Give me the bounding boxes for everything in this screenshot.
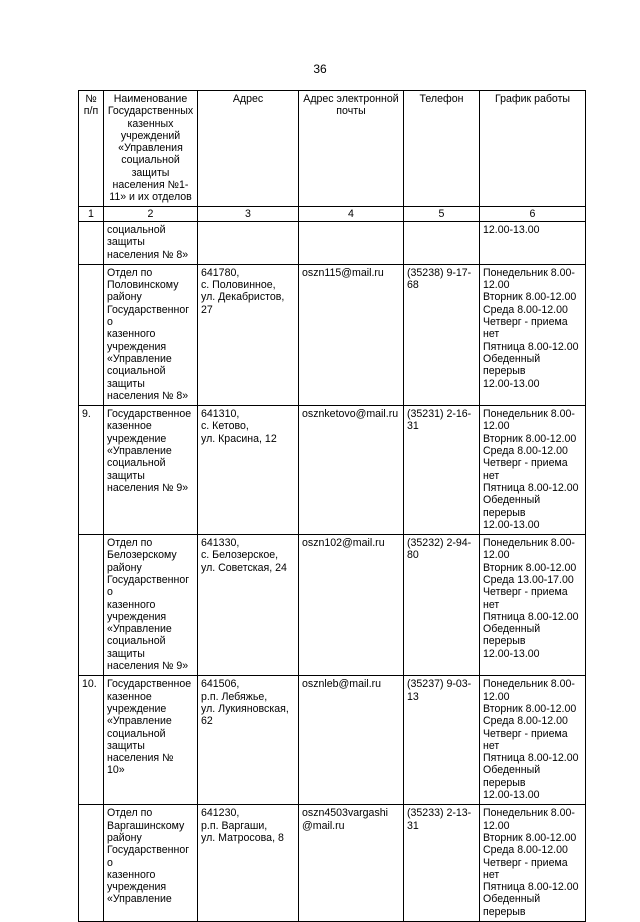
header-address: Адрес xyxy=(198,91,299,207)
phone: (35231) 2-16- 31 xyxy=(404,406,480,535)
header-number: № п/п xyxy=(79,91,104,207)
column-number: 3 xyxy=(198,206,299,221)
email xyxy=(299,221,404,264)
email: oszn115@mail.ru xyxy=(299,264,404,405)
phone: (35237) 9-03- 13 xyxy=(404,676,480,805)
email: oszn4503vargashi @mail.ru xyxy=(299,805,404,922)
address: 641230, р.п. Варгаши, ул. Матросова, 8 xyxy=(198,805,299,922)
address: 641780, с. Половинное, ул. Декабристов, 27 xyxy=(198,264,299,405)
column-number: 6 xyxy=(480,206,586,221)
row-number: 9. xyxy=(79,406,104,535)
institution-name: Отдел по Белозерскому району Государственного казенного учреждения «Управление социальной защиты населения № 9» xyxy=(104,535,198,676)
institutions-table xyxy=(78,90,586,922)
header-phone: Телефон xyxy=(404,91,480,207)
row-number xyxy=(79,221,104,264)
schedule: Понедельник 8.00- 12.00 Вторник 8.00-12.00 Среда 13.00-17.00 Четверг - приема нет Пятница 8.00-12.00 Обеденный перерыв 12.00-13.00 xyxy=(480,535,586,676)
schedule: 12.00-13.00 xyxy=(480,221,586,264)
institution-name: Государственное казенное учреждение «Управление социальной защиты населения № 9» xyxy=(104,406,198,535)
schedule: Понедельник 8.00- 12.00 Вторник 8.00-12.00 Среда 8.00-12.00 Четверг - приема нет Пятница 8.00-12.00 Обеденный перерыв 12.00-13.00 xyxy=(480,264,586,405)
address: 641310, с. Кетово, ул. Красина, 12 xyxy=(198,406,299,535)
institution-name: Отдел по Половинскому району Государственного казенного учреждения «Управление социальной защиты населения № 8» xyxy=(104,264,198,405)
phone xyxy=(404,221,480,264)
address xyxy=(198,221,299,264)
row-number xyxy=(79,805,104,922)
phone: (35233) 2-13- 31 xyxy=(404,805,480,922)
table-row xyxy=(79,221,586,264)
address: 641330, с. Белозерское, ул. Советская, 24 xyxy=(198,535,299,676)
table-row xyxy=(79,264,586,405)
schedule: Понедельник 8.00- 12.00 Вторник 8.00-12.00 Среда 8.00-12.00 Четверг - приема нет Пятница 8.00-12.00 Обеденный перерыв 12.00-13.00 xyxy=(480,406,586,535)
institution-name: социальной защиты населения № 8» xyxy=(104,221,198,264)
phone: (35238) 9-17- 68 xyxy=(404,264,480,405)
header-email: Адрес электронной почты xyxy=(299,91,404,207)
table-header-row xyxy=(79,91,586,207)
table-row xyxy=(79,535,586,676)
header-schedule: График работы xyxy=(480,91,586,207)
row-number: 10. xyxy=(79,676,104,805)
row-number xyxy=(79,264,104,405)
page-number: 36 xyxy=(313,62,327,76)
email: osznketovo@mail.ru xyxy=(299,406,404,535)
institution-name: Государственное казенное учреждение «Управление социальной защиты населения № 10» xyxy=(104,676,198,805)
column-number: 1 xyxy=(79,206,104,221)
column-number: 4 xyxy=(299,206,404,221)
row-number xyxy=(79,535,104,676)
email: osznleb@mail.ru xyxy=(299,676,404,805)
email: oszn102@mail.ru xyxy=(299,535,404,676)
table-row xyxy=(79,676,586,805)
column-number: 5 xyxy=(404,206,480,221)
column-numbers-row xyxy=(79,206,586,221)
phone: (35232) 2-94- 80 xyxy=(404,535,480,676)
address: 641506, р.п. Лебяжье, ул. Лукияновская, 62 xyxy=(198,676,299,805)
schedule: Понедельник 8.00- 12.00 Вторник 8.00-12.00 Среда 8.00-12.00 Четверг - приема нет Пятница 8.00-12.00 Обеденный перерыв xyxy=(480,805,586,922)
column-number: 2 xyxy=(104,206,198,221)
table-row xyxy=(79,805,586,922)
institution-name: Отдел по Варгашинскому району Государственного казенного учреждения «Управление xyxy=(104,805,198,922)
schedule: Понедельник 8.00- 12.00 Вторник 8.00-12.00 Среда 8.00-12.00 Четверг - приема нет Пятница 8.00-12.00 Обеденный перерыв 12.00-13.00 xyxy=(480,676,586,805)
header-name: Наименование Государственных казенных учреждений «Управления социальной защиты населения №1- 11» и их отделов xyxy=(104,91,198,207)
table-row xyxy=(79,406,586,535)
